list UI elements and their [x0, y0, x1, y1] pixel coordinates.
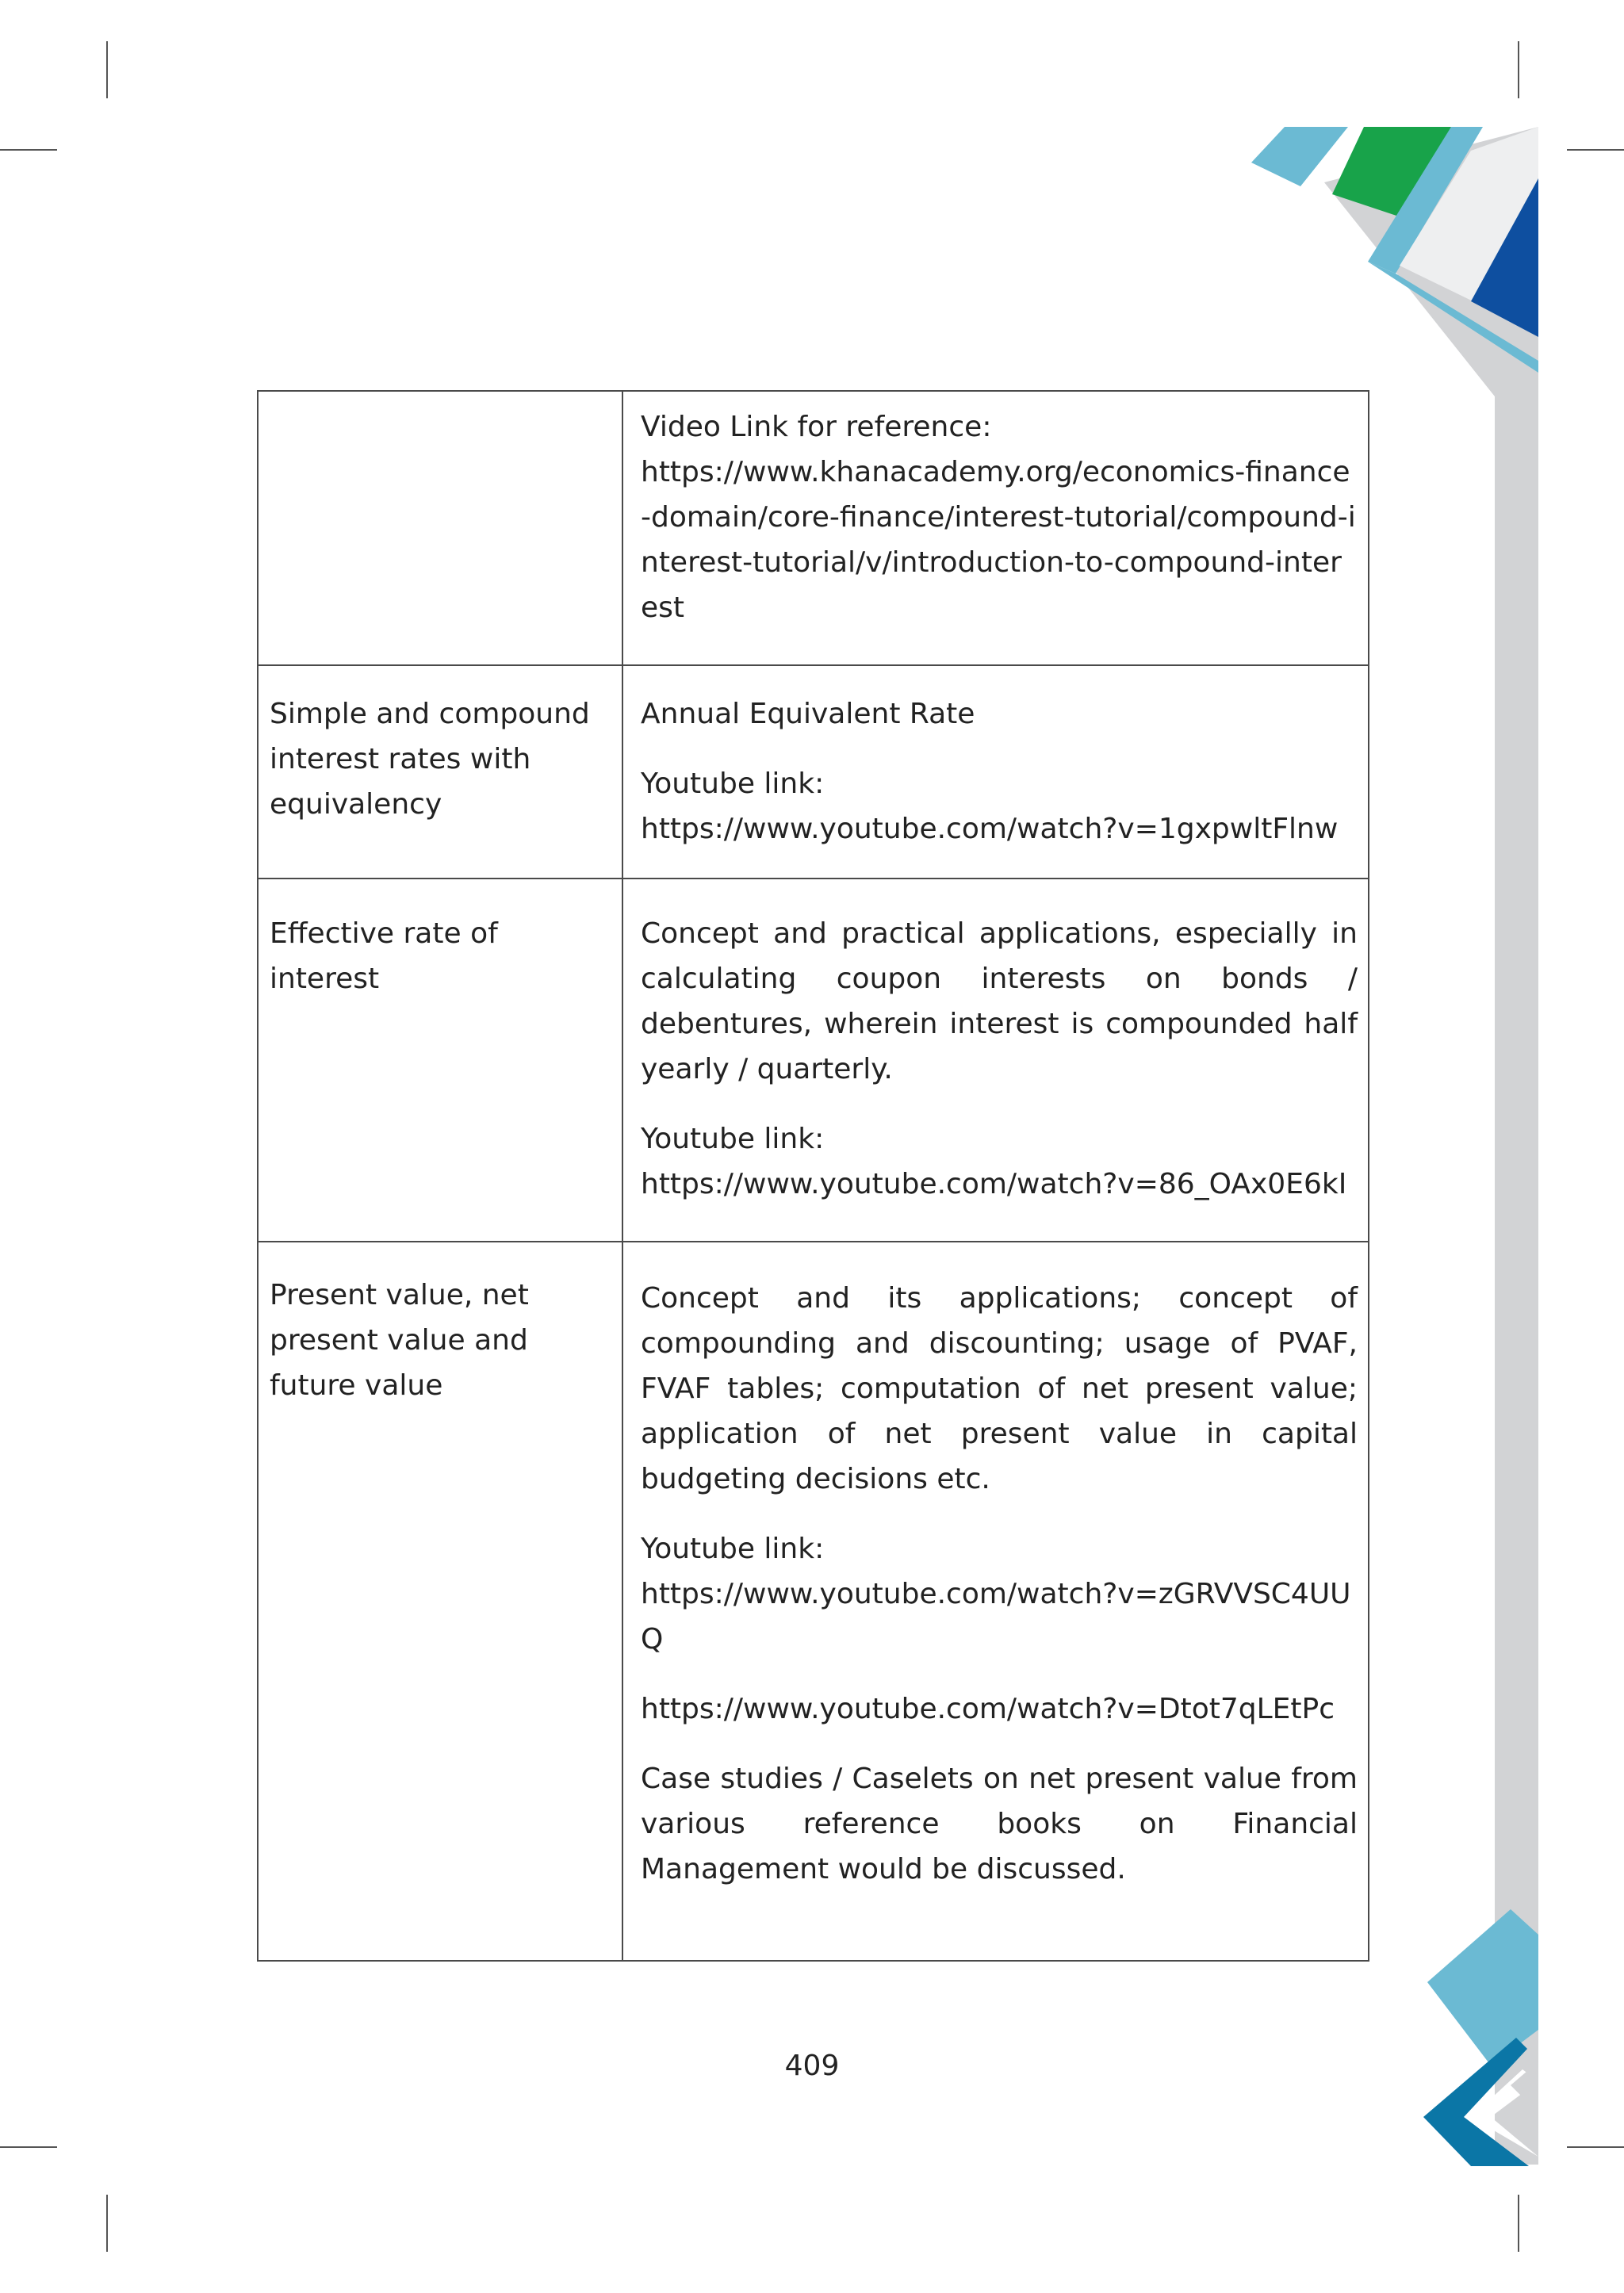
- light-blue-top-shape: [1251, 127, 1348, 186]
- light-blue-diamond: [1427, 1909, 1538, 2065]
- content-description: Concept and its applications; concept of compounding and discounting; usage of PVAF, FVAF tables; computation of net present value; application of net present value in capital budgeting decisions etc.: [641, 1282, 1358, 1495]
- content-cell: [622, 1242, 1369, 1961]
- reference-link[interactable]: https://www.khanacademy.org/economics-finance-domain/core-finance/interest-tutorial/compound-interest-tutorial/v/introduction-to-compound-interest: [641, 456, 1356, 624]
- case-studies-note: Case studies / Caselets on net present value from various reference books on Financial Management would be discussed.: [641, 1763, 1358, 1885]
- content-table: [257, 390, 1369, 1962]
- topic-cell: [258, 879, 622, 1242]
- content-cell: [622, 391, 1369, 665]
- youtube-link[interactable]: https://www.youtube.com/watch?v=1gxpwltFlnw: [641, 813, 1339, 845]
- topic-text: Effective rate of interest: [270, 917, 498, 995]
- content-cell: [622, 665, 1369, 879]
- youtube-link-label: Youtube link:: [641, 1533, 825, 1565]
- table-row: [258, 1242, 1369, 1961]
- table-row: [258, 665, 1369, 879]
- youtube-link[interactable]: https://www.youtube.com/watch?v=zGRVVSC4UUQ: [641, 1578, 1351, 1656]
- table-row: [258, 391, 1369, 665]
- topic-cell: [258, 665, 622, 879]
- youtube-link[interactable]: https://www.youtube.com/watch?v=86_OAx0E6kI: [641, 1168, 1347, 1200]
- page-number: 409: [784, 2050, 840, 2082]
- topic-text: Simple and compound interest rates with equivalency: [270, 698, 590, 821]
- content-description: Concept and practical applications, especially in calculating coupon interests on bonds / debentures, wherein interest is compounded half yearly / quarterly.: [641, 917, 1358, 1085]
- youtube-link[interactable]: https://www.youtube.com/watch?v=Dtot7qLEtPc: [641, 1693, 1335, 1725]
- content-heading: Annual Equivalent Rate: [641, 698, 975, 730]
- topic-cell: [258, 1242, 622, 1961]
- youtube-link-label: Youtube link:: [641, 768, 825, 800]
- youtube-link-label: Youtube link:: [641, 1123, 825, 1155]
- video-link-label: Video Link for reference:: [641, 411, 992, 443]
- gray-side-strip: [1495, 396, 1538, 2165]
- topic-cell: [258, 391, 622, 665]
- topic-text: Present value, net present value and future value: [270, 1279, 529, 1402]
- content-cell: [622, 879, 1369, 1242]
- table-row: [258, 879, 1369, 1242]
